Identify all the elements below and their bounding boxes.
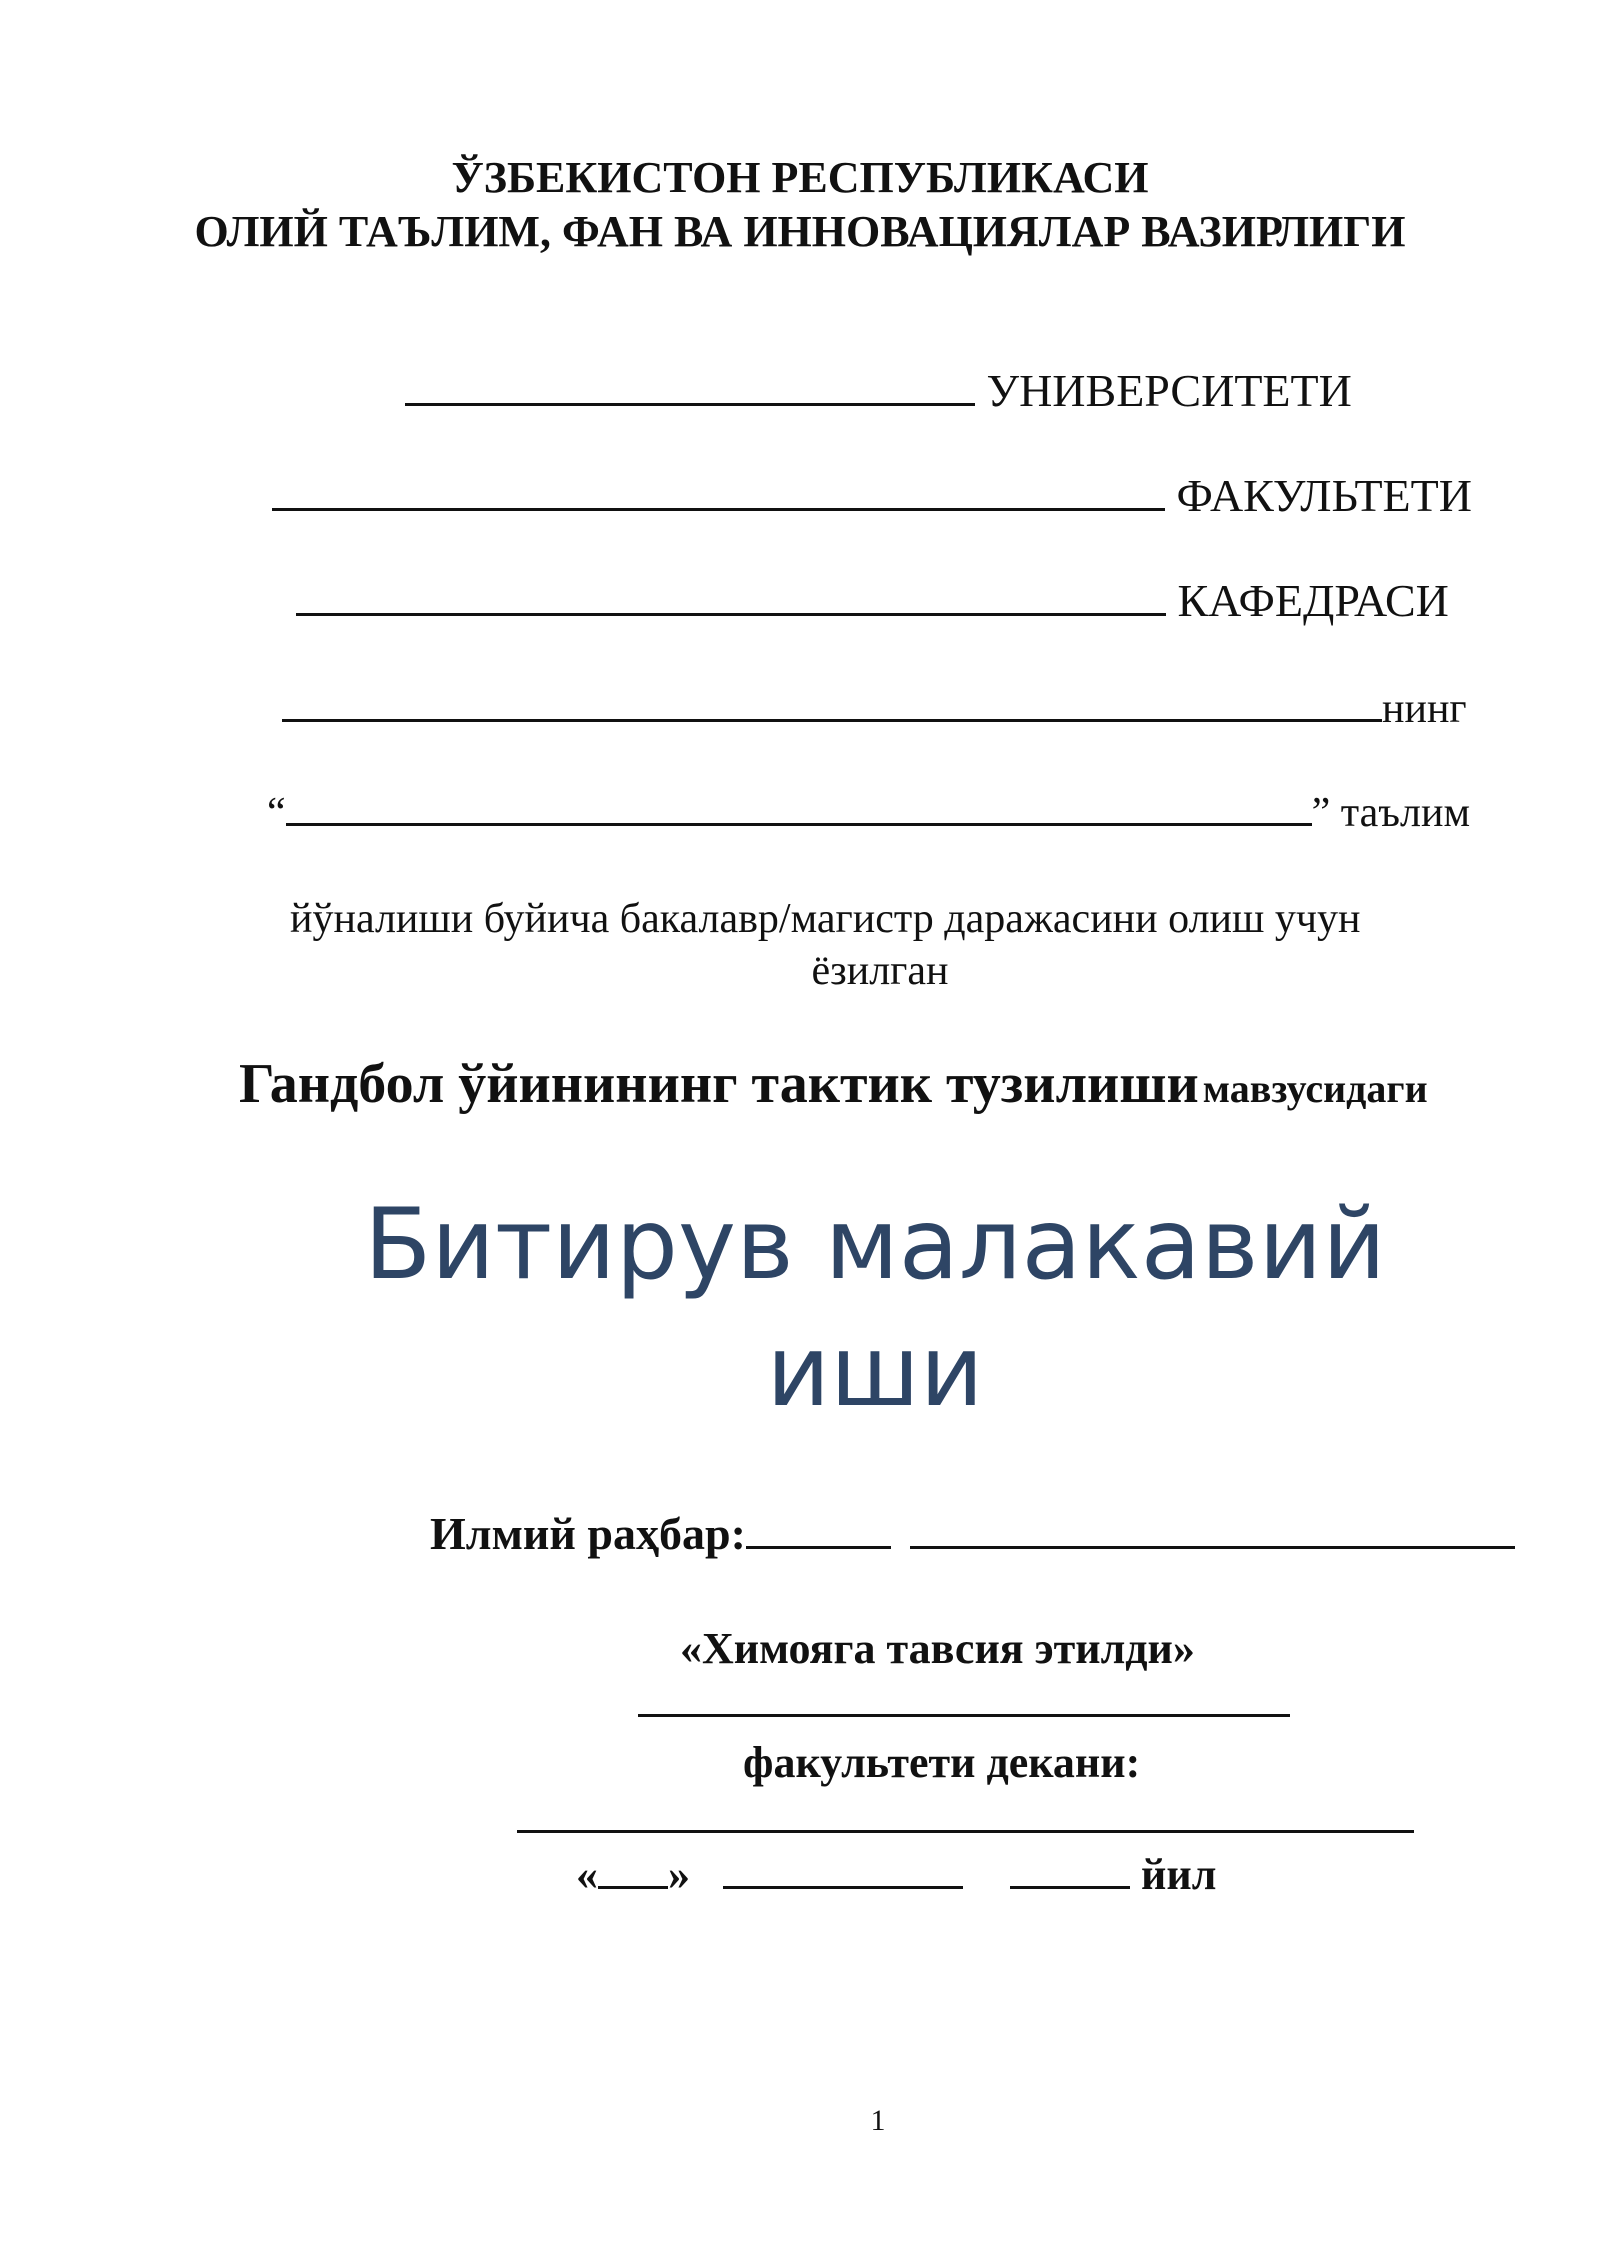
topic-suffix: мавзусидаги xyxy=(1202,1066,1428,1111)
month-blank xyxy=(723,1886,963,1889)
department-label: КАФЕДРАСИ xyxy=(1177,575,1449,626)
direction-close: ” таълим xyxy=(1311,790,1471,836)
faculty-name-blank xyxy=(638,1714,1290,1717)
dean-name-blank xyxy=(517,1830,1414,1833)
work-type-line1: Битирув малакавий xyxy=(364,1188,1386,1302)
university-row xyxy=(405,364,1352,417)
supervisor-blank-long xyxy=(910,1546,1515,1549)
faculty-blank xyxy=(272,508,1165,511)
year-label: йил xyxy=(1141,1850,1217,1899)
date-row xyxy=(576,1849,1216,1900)
year-blank xyxy=(1010,1886,1130,1889)
direction-row xyxy=(267,789,1470,837)
student-row xyxy=(282,685,1467,733)
direction-blank xyxy=(286,823,1312,826)
supervisor-blank-short xyxy=(746,1546,891,1549)
page-number: 1 xyxy=(870,2104,886,2137)
recommendation-text: «Химояга тавсия этилди» xyxy=(680,1624,1195,1673)
topic-row xyxy=(239,1052,1428,1116)
day-blank xyxy=(598,1886,668,1889)
date-open-quote: « xyxy=(576,1850,598,1899)
faculty-label: ФАКУЛЬТЕТИ xyxy=(1176,470,1472,521)
work-type-title xyxy=(0,1182,1600,1437)
dean-label: факультети декани: xyxy=(743,1738,1141,1787)
topic-title: Гандбол ўйинининг тактик тузилиши xyxy=(239,1053,1199,1115)
department-blank xyxy=(296,613,1166,616)
ministry-header-line1: ЎЗБЕКИСТОН РЕСПУБЛИКАСИ xyxy=(451,153,1149,202)
student-blank xyxy=(282,719,1382,722)
department-row xyxy=(296,574,1449,627)
supervisor-row xyxy=(430,1507,1515,1560)
direction-open-quote: “ xyxy=(267,790,286,836)
university-blank xyxy=(405,403,975,406)
purpose-line1: йўналиши буйича бакалавр/магистр даражасини олиш учун xyxy=(290,896,1361,942)
faculty-row xyxy=(272,469,1472,522)
university-label: УНИВЕРСИТЕТИ xyxy=(986,365,1352,416)
supervisor-label: Илмий раҳбар: xyxy=(430,1508,746,1559)
ministry-header-line2: ОЛИЙ ТАЪЛИМ, ФАН ВА ИННОВАЦИЯЛАР ВАЗИРЛИГИ xyxy=(194,207,1406,256)
work-type-line2: иши xyxy=(766,1315,984,1430)
date-close-quote: » xyxy=(668,1850,690,1899)
student-suffix: нинг xyxy=(1382,686,1467,732)
purpose-line2: ёзилган xyxy=(811,948,949,994)
